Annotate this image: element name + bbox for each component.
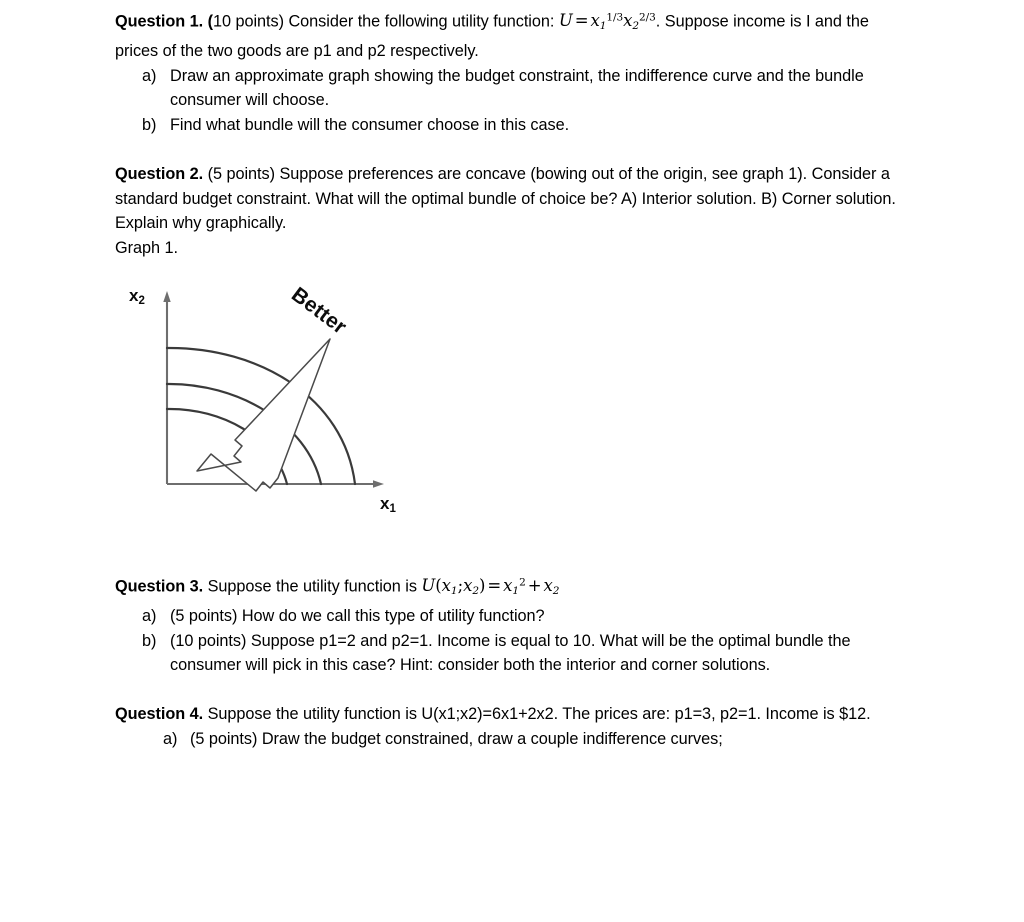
question-3-item-b-text: (10 points) Suppose p1=2 and p2=1. Income is equal to 10. What will be the optimal bundle the consumer will pick in this case? Hint: consider both the interior and corner solutions.: [170, 631, 851, 675]
formula-x1-sub: 1: [599, 20, 607, 33]
q3-formula-term2: x: [543, 576, 553, 596]
q3-formula-plus: +: [527, 576, 542, 596]
graph-better-arrow-icon: [197, 339, 330, 491]
question-4-item-a: [115, 727, 910, 752]
q3-formula-u: U: [421, 576, 436, 596]
graph-better-annotation: Better: [287, 283, 351, 339]
question-2-paragraph: [115, 162, 910, 236]
formula-x1-sup: 1/3: [606, 12, 624, 24]
question-1-item-b-text: Find what bundle will the consumer choose in this case.: [170, 115, 570, 134]
question-3-item-a-text: (5 points) How do we call this type of utility function?: [170, 606, 545, 625]
formula-u: U: [558, 11, 573, 31]
question-1-formula: [558, 11, 656, 33]
spacer-1: [115, 137, 910, 162]
question-1-block: [115, 6, 910, 137]
question-1-item-b-marker: b): [142, 115, 157, 134]
graph-y-axis: [163, 291, 170, 484]
q3-formula-x1: x: [441, 576, 451, 596]
question-3-lead: Suppose the utility function is: [207, 577, 417, 596]
question-2-graph-caption: Graph 1.: [115, 238, 178, 257]
q3-formula-term1: x: [503, 576, 513, 596]
q3-formula-open-paren: (: [435, 576, 442, 596]
question-3-sublist: [115, 604, 910, 678]
question-1-item-a: [115, 64, 910, 113]
question-2-heading: Question 2.: [115, 164, 204, 183]
question-1-paragraph: [115, 6, 910, 64]
question-1-formula-period: .: [655, 12, 661, 31]
question-2-points: (5 points): [207, 164, 275, 183]
question-4-block: [115, 702, 910, 751]
question-1-lead: Consider the following utility function:: [288, 12, 555, 31]
graph-x-axis-label: $x_1$: [380, 494, 396, 515]
formula-x2: x: [623, 11, 633, 31]
formula-x2-sub: 2: [632, 20, 640, 33]
question-4-heading: Question 4.: [115, 705, 204, 724]
question-1-heading: Question 1.: [115, 12, 204, 31]
question-1-item-a-marker: a): [142, 66, 157, 85]
question-1-points: 10 points): [212, 12, 284, 31]
question-1-points-open: (: [207, 12, 213, 31]
question-4-paragraph: [115, 702, 910, 727]
q3-formula-x2-sub: 2: [472, 585, 479, 598]
formula-x1: x: [590, 11, 600, 31]
q3-formula-term1-sub: 1: [512, 585, 520, 598]
question-3-item-b: [115, 629, 910, 678]
document-content: [115, 6, 910, 260]
question-2-body: Suppose preferences are concave (bowing out of the origin, see graph 1). Consider a standard budget constraint. What will the optimal bundle of choice be? A) Interior solution. B) Corner solution. Explain why graphically.: [115, 164, 896, 233]
question-2-block: [115, 162, 910, 260]
q3-formula-x2: x: [463, 576, 473, 596]
question-3-item-a-marker: a): [142, 606, 157, 625]
q3-formula-semicolon: ;: [457, 576, 464, 596]
document-content-lower: [115, 571, 910, 752]
question-3-formula: [421, 576, 560, 598]
question-1-item-b: [115, 113, 910, 138]
graph-x-axis-sub: 1: [389, 502, 396, 515]
q3-formula-x1-sub: 1: [450, 585, 458, 598]
question-3-paragraph: [115, 571, 910, 604]
question-4-sublist: [115, 727, 910, 752]
graph-y-axis-sub: 2: [138, 294, 145, 307]
question-3-item-a: [115, 604, 910, 629]
q3-formula-close-paren: ): [478, 576, 486, 596]
question-4-item-a-marker: a): [163, 729, 178, 748]
question-3-item-b-marker: b): [142, 631, 157, 650]
question-3-heading: Question 3.: [115, 577, 204, 596]
graph-1-figure: [115, 278, 445, 526]
q3-formula-term2-sub: 2: [552, 585, 560, 598]
question-4-item-a-text: (5 points) Draw the budget constrained, draw a couple indifference curves;: [190, 729, 723, 748]
formula-equals: =: [574, 11, 589, 31]
q3-formula-term1-sup: 2: [519, 577, 526, 589]
formula-x2-sup: 2/3: [639, 12, 656, 24]
question-3-block: [115, 571, 910, 678]
graph-1-svg: [115, 278, 445, 526]
question-1-after-formula: Suppose income is I and the prices of the two goods are p1 and p2 respectively.: [115, 12, 869, 60]
question-1-item-a-text: Draw an approximate graph showing the budget constraint, the indifference curve and the bundle consumer will choose.: [170, 66, 864, 110]
graph-y-axis-label: $x_2$: [129, 286, 145, 307]
question-1-sublist: [115, 64, 910, 138]
q3-formula-equals: =: [487, 576, 502, 596]
question-4-body: Suppose the utility function is U(x1;x2)=6x1+2x2. The prices are: p1=3, p2=1. Income is $12.: [207, 705, 871, 724]
spacer-2: [115, 678, 910, 703]
